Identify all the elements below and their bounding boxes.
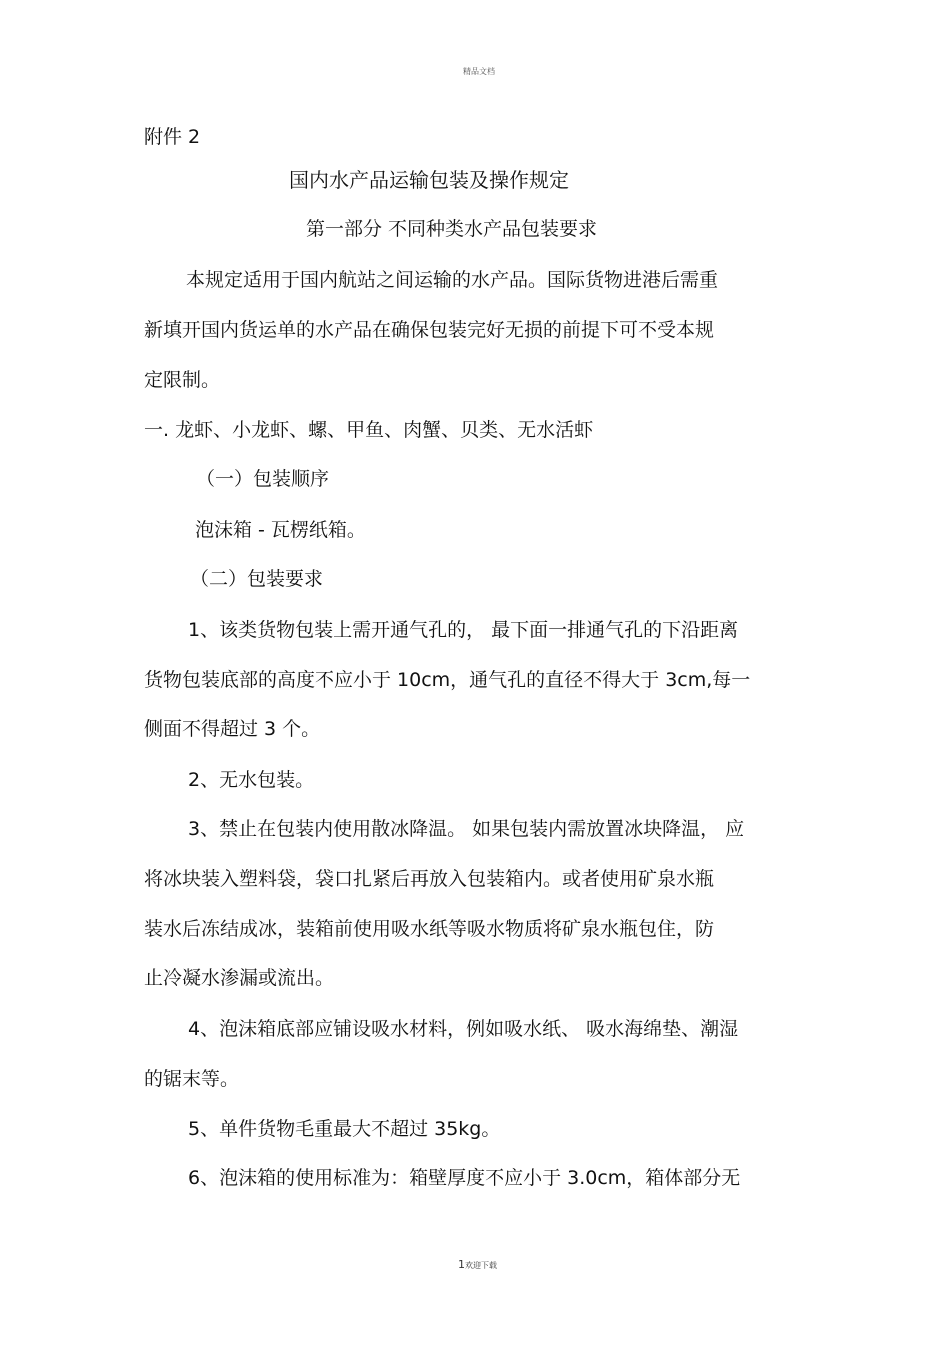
subsection-heading: （一）包装顺序 <box>196 468 330 490</box>
body-line: 1、该类货物包装上需开通气孔的， 最下面一排通气孔的下沿距离 <box>188 619 739 641</box>
header-watermark: 精品文档 <box>463 67 495 76</box>
section-subtitle: 第一部分 不同种类水产品包装要求 <box>306 218 598 240</box>
body-line: 侧面不得超过 3 个。 <box>144 718 321 740</box>
body-line: 本规定适用于国内航站之间运输的水产品。国际货物进港后需重 <box>186 269 719 291</box>
page-footer <box>458 1260 497 1271</box>
body-line: 定限制。 <box>144 369 221 391</box>
body-line: 新填开国内货运单的水产品在确保包装完好无损的前提下可不受本规 <box>144 319 715 341</box>
body-line: 将冰块装入塑料袋，袋口扎紧后再放入包装箱内。或者使用矿泉水瓶 <box>144 868 715 890</box>
page-title: 国内水产品运输包装及操作规定 <box>289 168 569 192</box>
page-number: 1 <box>458 1258 465 1271</box>
section-heading: 一. 龙虾、小龙虾、螺、甲鱼、肉蟹、贝类、无水活虾 <box>144 419 594 441</box>
subsection-heading: （二）包装要求 <box>190 568 324 590</box>
body-line: 4、泡沫箱底部应铺设吸水材料，例如吸水纸、 吸水海绵垫、潮湿 <box>188 1018 739 1040</box>
body-line: 3、禁止在包装内使用散冰降温。 如果包装内需放置冰块降温， 应 <box>188 818 745 840</box>
body-line: 装水后冻结成冰，装箱前使用吸水纸等吸水物质将矿泉水瓶包住，防 <box>144 918 715 940</box>
body-line: 止冷凝水渗漏或流出。 <box>144 967 335 989</box>
footer-text: 欢迎下载 <box>465 1261 497 1270</box>
body-line: 泡沫箱 - 瓦楞纸箱。 <box>195 519 366 541</box>
attachment-label: 附件 2 <box>144 126 201 148</box>
body-line: 5、单件货物毛重最大不超过 35kg。 <box>188 1118 501 1140</box>
body-line: 的锯末等。 <box>144 1068 240 1090</box>
body-line: 货物包装底部的高度不应小于 10cm，通气孔的直径不得大于 3cm,每一 <box>144 669 751 691</box>
body-line: 6、泡沫箱的使用标准为：箱壁厚度不应小于 3.0cm，箱体部分无 <box>188 1167 741 1189</box>
body-line: 2、无水包装。 <box>188 769 315 791</box>
